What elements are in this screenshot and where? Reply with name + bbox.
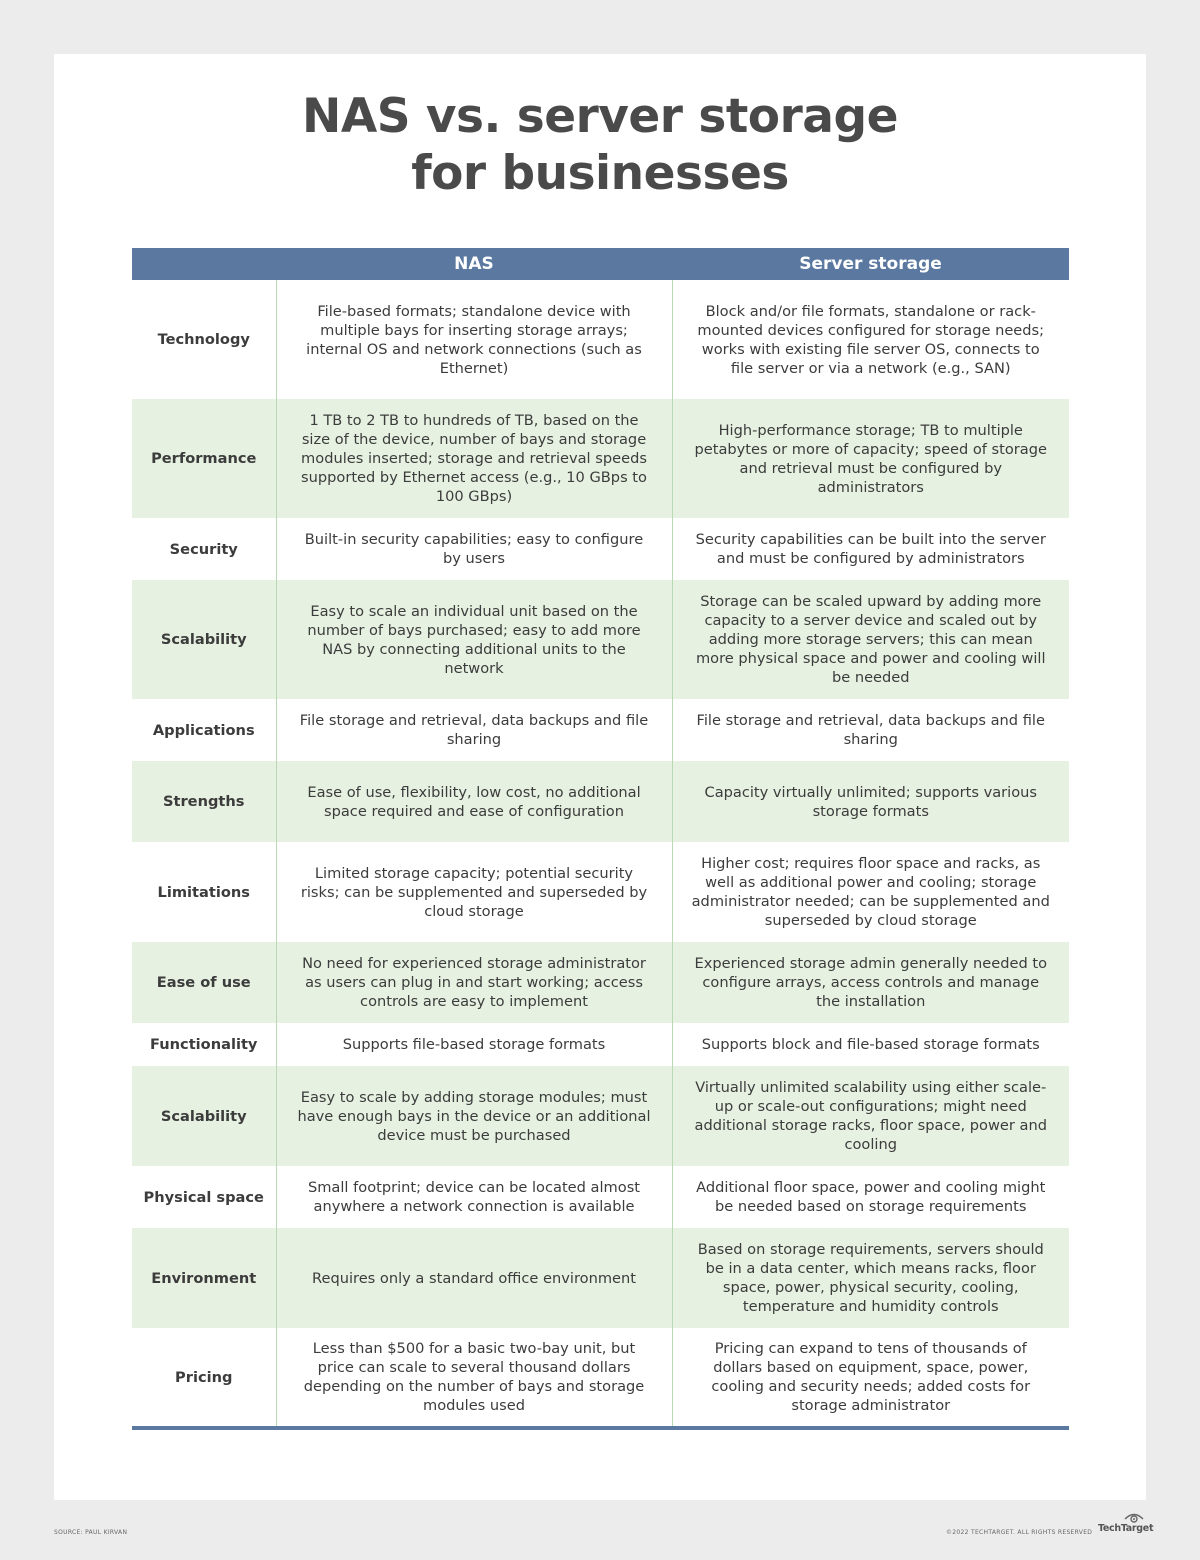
table-row	[132, 399, 1069, 518]
nas-cell: Easy to scale an individual unit based on the number of bays purchased; easy to add more NAS by connecting additional units to the network	[276, 580, 672, 699]
server-storage-cell: Block and/or file formats, standalone or rack-mounted devices configured for storage needs; works with existing file server OS, connects to file server or via a network (e.g., SAN)	[697, 302, 1045, 377]
table-row	[132, 1328, 1069, 1428]
table-row	[132, 942, 1069, 1023]
row-label: Performance	[132, 399, 276, 518]
table-row	[132, 580, 1069, 699]
copyright-notice: ©2022 TECHTARGET. ALL RIGHTS RESERVED	[946, 1529, 1093, 1536]
server-storage-cell: Security capabilities can be built into the server and must be configured by administrators	[695, 531, 1046, 567]
server-storage-cell: Pricing can expand to tens of thousands of dollars based on equipment, space, power, cooling and security needs; added costs for storage administrator	[672, 1328, 1069, 1428]
nas-cell: Less than $500 for a basic two-bay unit, but price can scale to several thousand dollars depending on the number of bays and storage modules used	[276, 1328, 672, 1428]
page-title	[0, 88, 1200, 202]
table-row	[132, 1066, 1069, 1166]
header-cell-label	[132, 248, 276, 280]
table-row	[132, 518, 1069, 580]
table-row	[132, 699, 1069, 761]
server-storage-cell: Virtually unlimited scalability using either scale-up or scale-out configurations; might need additional storage racks, floor space, power and cooling	[672, 1066, 1069, 1166]
row-label: Physical space	[143, 1188, 264, 1206]
row-label: Strengths	[132, 761, 276, 842]
server-storage-cell: Supports block and file-based storage formats	[701, 1036, 1040, 1053]
page-title-line-2: for businesses	[411, 146, 789, 201]
nas-cell: No need for experienced storage administrator as users can plug in and start working; access controls are easy to implement	[276, 942, 672, 1023]
table-row	[132, 1023, 1069, 1066]
nas-cell: Supports file-based storage formats	[276, 1023, 672, 1066]
row-label: Applications	[152, 721, 255, 739]
row-label: Scalability	[132, 1066, 276, 1166]
row-label: Environment	[132, 1228, 276, 1328]
table-row	[132, 842, 1069, 942]
nas-cell: File storage and retrieval, data backups and file sharing	[276, 699, 672, 761]
header-cell-server-storage: Server storage	[672, 248, 1069, 280]
nas-cell: Built-in security capabilities; easy to configure by users	[276, 518, 672, 580]
table-row	[132, 1228, 1069, 1328]
comparison-table	[132, 248, 1069, 1430]
source-credit: SOURCE: PAUL KIRVAN	[54, 1529, 128, 1536]
server-storage-cell: Additional floor space, power and cooling might be needed based on storage requirements	[696, 1179, 1046, 1215]
nas-cell: Requires only a standard office environment	[276, 1228, 672, 1328]
nas-cell: Easy to scale by adding storage modules; must have enough bays in the device or an additional device must be purchased	[276, 1066, 672, 1166]
header-cell-nas: NAS	[276, 248, 672, 280]
row-label: Functionality	[150, 1036, 258, 1053]
server-storage-cell: Capacity virtually unlimited; supports various storage formats	[672, 761, 1069, 842]
server-storage-cell: Based on storage requirements, servers should be in a data center, which means racks, floor space, power, physical security, cooling, temperature and humidity controls	[672, 1228, 1069, 1328]
nas-cell: Limited storage capacity; potential security risks; can be supplemented and superseded by cloud storage	[276, 842, 672, 942]
page-title-line-1: NAS vs. server storage	[302, 89, 898, 144]
table-header-row	[132, 248, 1069, 280]
row-label: Security	[169, 540, 238, 558]
nas-cell: File-based formats; standalone device with multiple bays for inserting storage arrays; internal OS and network connections (such as Ethernet)	[276, 280, 672, 399]
row-label: Technology	[157, 331, 250, 348]
nas-cell: Small footprint; device can be located almost anywhere a network connection is available	[276, 1166, 672, 1228]
table-row	[132, 1166, 1069, 1228]
server-storage-cell: Experienced storage admin generally needed to configure arrays, access controls and manage the installation	[672, 942, 1069, 1023]
table-row	[132, 280, 1069, 399]
server-storage-cell: Higher cost; requires floor space and racks, as well as additional power and cooling; storage administrator needed; can be supplemented and superseded by cloud storage	[691, 855, 1050, 929]
row-label: Limitations	[157, 883, 250, 901]
row-label: Ease of use	[132, 942, 276, 1023]
row-label: Scalability	[132, 580, 276, 699]
nas-cell: Ease of use, flexibility, low cost, no additional space required and ease of configuration	[276, 761, 672, 842]
table-row	[132, 761, 1069, 842]
nas-cell: 1 TB to 2 TB to hundreds of TB, based on the size of the device, number of bays and storage modules inserted; storage and retrieval speeds supported by Ethernet access (e.g., 10 GBps to 100 GBps)	[276, 399, 672, 518]
row-label: Pricing	[132, 1328, 276, 1428]
server-storage-cell: High-performance storage; TB to multiple petabytes or more of capacity; speed of storage and retrieval must be configured by administrators	[672, 399, 1069, 518]
server-storage-cell: File storage and retrieval, data backups and file sharing	[696, 712, 1045, 748]
techtarget-logo	[1098, 1512, 1154, 1540]
server-storage-cell: Storage can be scaled upward by adding more capacity to a server device and scaled out by adding more storage servers; this can mean more physical space and power and cooling will be needed	[672, 580, 1069, 699]
brand-name: TechTarget	[1098, 1523, 1154, 1534]
